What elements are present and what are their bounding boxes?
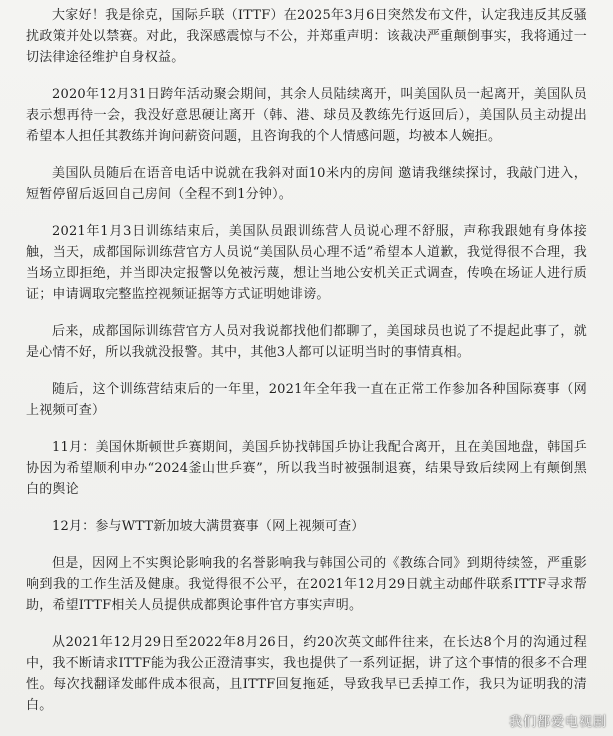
paragraph-no-report: 后来，成都国际训练营官方人员对我说都找他们都聊了，美国球员也说了不提起此事了，就是心情不好，所以我就没报警。其中，其他3人都可以证明当时的事情真相。 [26,324,587,360]
paragraph-reputation: 但是，因网上不实舆论影响我的名誉影响我与韩国公司的《教练合同》到期待续签，严重影响到我的工作生活及健康。我觉得很不公平，在2021年12月29日就主动邮件联系ITTF寻求帮助，希望ITTF相关人员提供成都舆论事件官方事实声明。 [26,556,587,613]
paragraph-training-incident: 2021年1月3日训练结束后，美国队员跟训练营人员说心理不舒服，声称我跟她有身体接触，当天，成都国际训练营官方人员说“美国队员心理不适”希望本人道歉，我觉得很不合理，我当场立即拒绝，并当即决定报警以免被污蔑，想让当地公安机关正式调查，传唤在场证人进行质证；申请调取完整监控视频证据等方式证明她诽谤。 [26,224,587,302]
paragraph-intro: 大家好！我是徐克，国际乒联（ITTF）在2025年3月6日突然发布文件，认定我违反其反骚扰政策并处以禁赛。对此，我深感震惊与不公，并郑重声明：该裁决严重颠倒事实，我将通过一切法律途径维护自身权益。 [26,8,587,65]
paragraph-year-after: 随后，这个训练营结束后的一年里，2021年全年我一直在正常工作参加各种国际赛事（网上视频可查） [26,382,587,418]
paragraph-december: 12月：参与WTT新加坡大满贯赛事（网上视频可查） [52,519,365,534]
paragraph-november: 11月：美国休斯顿世乒赛期间，美国乒协找韩国乒协让我配合离开，且在美国地盘，韩国乒协因为希望顺利申办“2024釜山世乒赛”，所以我当时被强制退赛，结果导致后续网上有颠倒黑白的舆论 [26,440,587,497]
paragraph-party-event: 2020年12月31日跨年活动聚会期间，其余人员陆续离开，叫美国队员一起离开，美国队员表示想再待一会，我没好意思硬让离开（韩、港、球员及教练先行返回后），美国队员主动提出希望本人担任其教练并询问薪资问题，且咨询我的个人情感问题，均被本人婉拒。 [26,87,587,144]
watermark-text: 我们都爱电视剧 [508,715,607,730]
paragraph-email-exchange: 从2021年12月29日至2022年8月26日，约20次英文邮件往来，在长达8个月的沟通过程中，我不断请求ITTF能为我公正澄清事实，我也提供了一系列证据，讲了这个事情的很多不合理性。每次找翻译发邮件成本很高，且ITTF回复拖延，导致我早已丢掉工作，我只为证明我的清白。 [26,635,587,713]
paragraph-phone-call: 美国队员随后在语音电话中说就在我斜对面10米内的房间 邀请我继续探讨，我敲门进入，短暂停留后返回自己房间（全程不到1分钟）。 [26,166,587,202]
